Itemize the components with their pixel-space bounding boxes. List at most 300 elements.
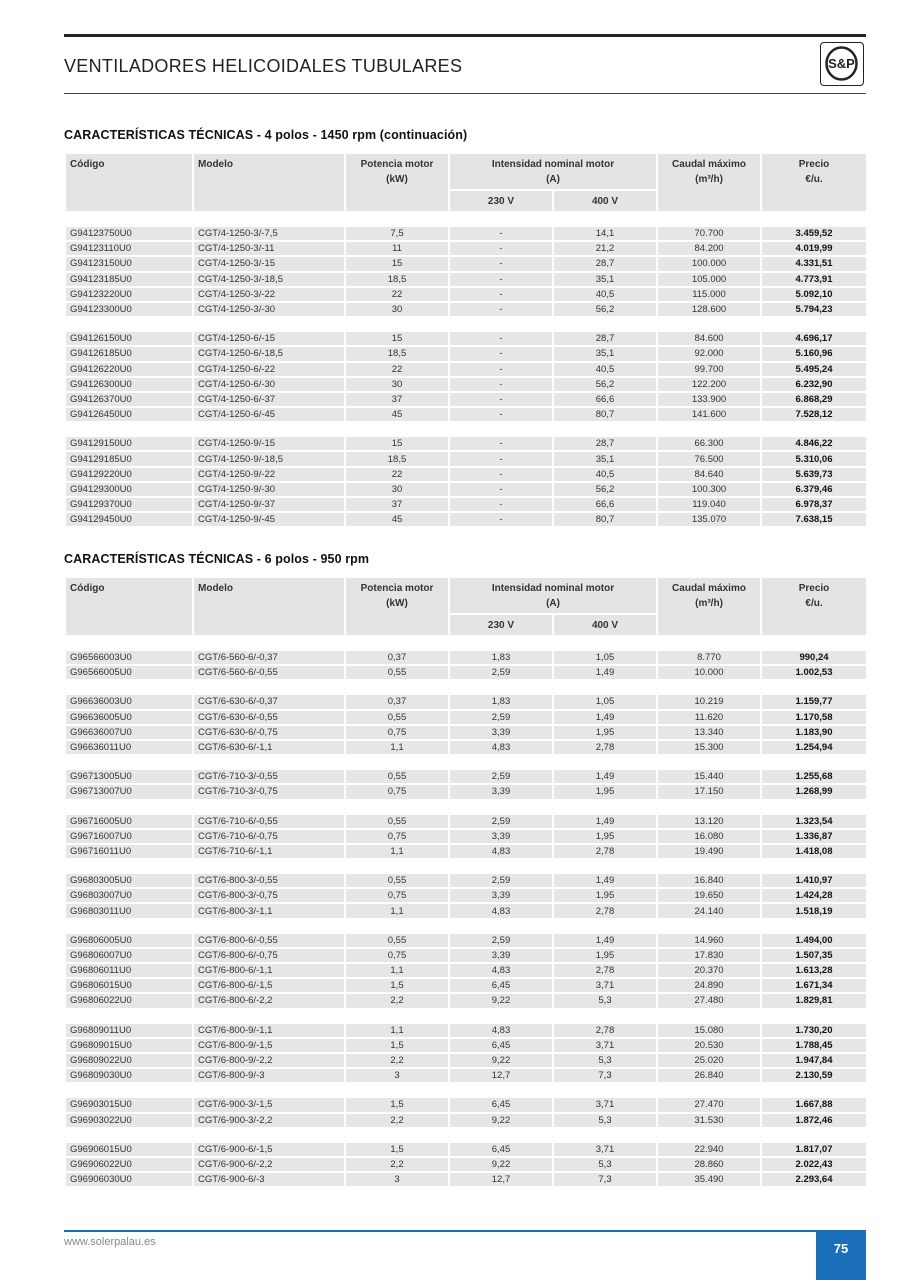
cell-potencia: 1,1 <box>345 903 449 918</box>
group-spacer <box>65 800 867 815</box>
cell-230v: - <box>449 512 553 527</box>
cell-potencia: 1,5 <box>345 1098 449 1112</box>
cell-caudal: 141.600 <box>657 407 761 422</box>
cell-codigo: G94129185U0 <box>65 451 193 466</box>
table-row <box>65 815 867 829</box>
col-header-precio-l2: €/u. <box>805 174 823 185</box>
cell-codigo: G96713005U0 <box>65 770 193 784</box>
cell-400v: 1,49 <box>553 710 657 725</box>
cell-caudal: 27.470 <box>657 1098 761 1112</box>
cell-precio: 3.459,52 <box>761 227 867 241</box>
cell-400v: 1,49 <box>553 815 657 829</box>
cell-caudal: 24.890 <box>657 978 761 993</box>
cell-potencia: 1,1 <box>345 1024 449 1038</box>
col-header-potencia-l2: (kW) <box>386 598 408 609</box>
cell-codigo: G96806007U0 <box>65 948 193 963</box>
col-header-potencia <box>345 153 449 212</box>
cell-230v: 2,59 <box>449 770 553 784</box>
cell-230v: 6,45 <box>449 1143 553 1157</box>
table-row <box>65 770 867 784</box>
cell-400v: 28,7 <box>553 256 657 271</box>
cell-modelo: CGT/6-710-6/-0,75 <box>193 829 345 844</box>
table-row <box>65 482 867 497</box>
cell-potencia: 0,55 <box>345 874 449 888</box>
cell-precio: 4.846,22 <box>761 437 867 451</box>
cell-codigo: G96566003U0 <box>65 651 193 665</box>
cell-codigo: G96809015U0 <box>65 1038 193 1053</box>
cell-caudal: 13.120 <box>657 815 761 829</box>
cell-precio: 2.130,59 <box>761 1068 867 1083</box>
cell-potencia: 0,75 <box>345 888 449 903</box>
table-row <box>65 888 867 903</box>
cell-modelo: CGT/6-800-6/-2,2 <box>193 993 345 1008</box>
spec-table-6-polos <box>64 576 868 1188</box>
cell-codigo: G96806011U0 <box>65 963 193 978</box>
cell-precio: 1.518,19 <box>761 903 867 918</box>
cell-potencia: 0,75 <box>345 725 449 740</box>
table-row <box>65 512 867 527</box>
cell-400v: 28,7 <box>553 437 657 451</box>
cell-precio: 1.494,00 <box>761 934 867 948</box>
cell-400v: 2,78 <box>553 903 657 918</box>
cell-400v: 5,3 <box>553 1113 657 1128</box>
cell-potencia: 3 <box>345 1068 449 1083</box>
cell-potencia: 0,55 <box>345 665 449 680</box>
cell-400v: 66,6 <box>553 497 657 512</box>
table-row <box>65 948 867 963</box>
cell-potencia: 30 <box>345 302 449 317</box>
cell-caudal: 11.620 <box>657 710 761 725</box>
cell-precio: 1.183,90 <box>761 725 867 740</box>
cell-400v: 3,71 <box>553 1038 657 1053</box>
cell-230v: - <box>449 497 553 512</box>
cell-caudal: 100.000 <box>657 256 761 271</box>
cell-caudal: 20.530 <box>657 1038 761 1053</box>
cell-230v: - <box>449 346 553 361</box>
cell-codigo: G96636011U0 <box>65 740 193 755</box>
table-row <box>65 1157 867 1172</box>
cell-400v: 2,78 <box>553 1024 657 1038</box>
page-number: 75 <box>816 1230 866 1280</box>
group-spacer <box>65 212 867 227</box>
cell-400v: 28,7 <box>553 332 657 346</box>
table-row <box>65 1024 867 1038</box>
cell-potencia: 1,5 <box>345 1038 449 1053</box>
cell-precio: 1.002,53 <box>761 665 867 680</box>
cell-caudal: 16.840 <box>657 874 761 888</box>
cell-potencia: 2,2 <box>345 1157 449 1172</box>
group-spacer-cell <box>65 317 867 332</box>
cell-400v: 21,2 <box>553 241 657 256</box>
cell-caudal: 84.600 <box>657 332 761 346</box>
cell-modelo: CGT/6-710-3/-0,55 <box>193 770 345 784</box>
table-row <box>65 497 867 512</box>
cell-400v: 7,3 <box>553 1068 657 1083</box>
cell-potencia: 45 <box>345 512 449 527</box>
cell-precio: 1.507,35 <box>761 948 867 963</box>
cell-caudal: 15.080 <box>657 1024 761 1038</box>
cell-codigo: G96903022U0 <box>65 1113 193 1128</box>
cell-caudal: 15.440 <box>657 770 761 784</box>
cell-potencia: 0,75 <box>345 948 449 963</box>
cell-modelo: CGT/4-1250-3/-22 <box>193 287 345 302</box>
table-row <box>65 362 867 377</box>
table-row <box>65 740 867 755</box>
cell-230v: - <box>449 227 553 241</box>
cell-potencia: 22 <box>345 362 449 377</box>
table-row <box>65 963 867 978</box>
group-spacer-cell <box>65 422 867 437</box>
group-spacer <box>65 680 867 695</box>
cell-400v: 56,2 <box>553 377 657 392</box>
cell-230v: 1,83 <box>449 651 553 665</box>
cell-potencia: 2,2 <box>345 1113 449 1128</box>
page-title: VENTILADORES HELICOIDALES TUBULARES <box>64 56 463 76</box>
cell-230v: 4,83 <box>449 1024 553 1038</box>
cell-potencia: 1,1 <box>345 740 449 755</box>
col-header-caudal-l1: Caudal máximo <box>672 159 746 170</box>
section-title-4-polos: CARACTERÍSTICAS TÉCNICAS - 4 polos - 1450 rpm (continuación) <box>64 128 468 142</box>
col-header-codigo: Código <box>65 577 193 636</box>
cell-codigo: G94126185U0 <box>65 346 193 361</box>
cell-precio: 1.872,46 <box>761 1113 867 1128</box>
cell-precio: 1.336,87 <box>761 829 867 844</box>
cell-caudal: 10.219 <box>657 695 761 709</box>
table-row <box>65 467 867 482</box>
col-header-intensidad-l1: Intensidad nominal motor <box>491 159 615 170</box>
cell-potencia: 0,55 <box>345 934 449 948</box>
cell-potencia: 2,2 <box>345 993 449 1008</box>
cell-230v: - <box>449 287 553 302</box>
table-row <box>65 227 867 241</box>
cell-precio: 6.868,29 <box>761 392 867 407</box>
cell-precio: 5.092,10 <box>761 287 867 302</box>
cell-precio: 1.730,20 <box>761 1024 867 1038</box>
cell-precio: 4.773,91 <box>761 272 867 287</box>
cell-400v: 5,3 <box>553 993 657 1008</box>
cell-potencia: 37 <box>345 497 449 512</box>
cell-potencia: 22 <box>345 467 449 482</box>
cell-codigo: G96906030U0 <box>65 1172 193 1187</box>
table-row <box>65 392 867 407</box>
cell-modelo: CGT/6-630-6/-1,1 <box>193 740 345 755</box>
logo-text: S&P <box>828 56 855 71</box>
cell-400v: 80,7 <box>553 512 657 527</box>
cell-230v: 9,22 <box>449 1157 553 1172</box>
cell-modelo: CGT/6-560-6/-0,37 <box>193 651 345 665</box>
group-spacer-cell <box>65 800 867 815</box>
cell-precio: 1.268,99 <box>761 784 867 799</box>
col-header-intensidad-l2: (A) <box>546 598 560 609</box>
table-row <box>65 451 867 466</box>
cell-modelo: CGT/4-1250-9/-45 <box>193 512 345 527</box>
table-row <box>65 651 867 665</box>
table-row <box>65 710 867 725</box>
group-spacer <box>65 755 867 770</box>
table-row <box>65 1143 867 1157</box>
cell-modelo: CGT/6-800-9/-2,2 <box>193 1053 345 1068</box>
cell-400v: 35,1 <box>553 451 657 466</box>
top-rule <box>64 34 866 37</box>
cell-codigo: G96566005U0 <box>65 665 193 680</box>
cell-precio: 4.696,17 <box>761 332 867 346</box>
cell-modelo: CGT/6-800-9/-3 <box>193 1068 345 1083</box>
cell-modelo: CGT/4-1250-3/-15 <box>193 256 345 271</box>
col-header-precio-l2: €/u. <box>805 598 823 609</box>
cell-precio: 5.160,96 <box>761 346 867 361</box>
cell-400v: 5,3 <box>553 1157 657 1172</box>
col-header-230v: 230 V <box>449 190 553 212</box>
cell-codigo: G94123185U0 <box>65 272 193 287</box>
col-header-precio-l1: Precio <box>798 583 830 594</box>
cell-modelo: CGT/6-900-3/-2,2 <box>193 1113 345 1128</box>
cell-potencia: 7,5 <box>345 227 449 241</box>
cell-400v: 3,71 <box>553 978 657 993</box>
table-row <box>65 844 867 859</box>
cell-potencia: 15 <box>345 332 449 346</box>
cell-modelo: CGT/6-900-6/-2,2 <box>193 1157 345 1172</box>
cell-230v: 9,22 <box>449 1053 553 1068</box>
cell-caudal: 8.770 <box>657 651 761 665</box>
cell-precio: 5.310,06 <box>761 451 867 466</box>
cell-codigo: G94126220U0 <box>65 362 193 377</box>
cell-230v: 2,59 <box>449 934 553 948</box>
cell-potencia: 18,5 <box>345 451 449 466</box>
cell-codigo: G94129450U0 <box>65 512 193 527</box>
col-header-potencia-l1: Potencia motor <box>360 583 434 594</box>
col-header-caudal-l1: Caudal máximo <box>672 583 746 594</box>
cell-230v: - <box>449 451 553 466</box>
cell-codigo: G94123110U0 <box>65 241 193 256</box>
footer-rule <box>64 1230 866 1232</box>
table-row <box>65 1113 867 1128</box>
cell-modelo: CGT/4-1250-9/-15 <box>193 437 345 451</box>
cell-modelo: CGT/4-1250-6/-18,5 <box>193 346 345 361</box>
cell-400v: 1,95 <box>553 829 657 844</box>
cell-230v: 9,22 <box>449 993 553 1008</box>
table-row <box>65 665 867 680</box>
cell-400v: 56,2 <box>553 302 657 317</box>
spec-table-body <box>65 636 867 1187</box>
cell-potencia: 2,2 <box>345 1053 449 1068</box>
cell-400v: 35,1 <box>553 272 657 287</box>
col-header-caudal <box>657 153 761 212</box>
table-row <box>65 829 867 844</box>
cell-potencia: 0,75 <box>345 784 449 799</box>
cell-codigo: G96906022U0 <box>65 1157 193 1172</box>
cell-caudal: 105.000 <box>657 272 761 287</box>
cell-modelo: CGT/6-800-6/-1,1 <box>193 963 345 978</box>
cell-precio: 1.323,54 <box>761 815 867 829</box>
cell-precio: 5.794,23 <box>761 302 867 317</box>
cell-caudal: 115.000 <box>657 287 761 302</box>
cell-caudal: 31.530 <box>657 1113 761 1128</box>
cell-modelo: CGT/4-1250-6/-22 <box>193 362 345 377</box>
cell-230v: - <box>449 377 553 392</box>
cell-caudal: 100.300 <box>657 482 761 497</box>
cell-modelo: CGT/4-1250-9/-37 <box>193 497 345 512</box>
table-row <box>65 241 867 256</box>
cell-modelo: CGT/6-800-6/-0,75 <box>193 948 345 963</box>
cell-230v: 4,83 <box>449 903 553 918</box>
cell-modelo: CGT/4-1250-6/-45 <box>193 407 345 422</box>
footer-url: www.solerpalau.es <box>64 1236 156 1248</box>
cell-230v: - <box>449 362 553 377</box>
cell-precio: 1.418,08 <box>761 844 867 859</box>
col-header-modelo: Modelo <box>193 153 345 212</box>
group-spacer-cell <box>65 1083 867 1098</box>
cell-400v: 3,71 <box>553 1143 657 1157</box>
table-row <box>65 302 867 317</box>
cell-codigo: G96806005U0 <box>65 934 193 948</box>
table-row <box>65 272 867 287</box>
cell-400v: 1,49 <box>553 665 657 680</box>
cell-modelo: CGT/6-900-6/-1,5 <box>193 1143 345 1157</box>
cell-230v: - <box>449 392 553 407</box>
cell-230v: 2,59 <box>449 874 553 888</box>
table-row <box>65 332 867 346</box>
cell-caudal: 19.490 <box>657 844 761 859</box>
cell-400v: 1,05 <box>553 695 657 709</box>
cell-codigo: G96809011U0 <box>65 1024 193 1038</box>
cell-caudal: 99.700 <box>657 362 761 377</box>
cell-modelo: CGT/4-1250-3/-11 <box>193 241 345 256</box>
cell-400v: 1,49 <box>553 874 657 888</box>
cell-400v: 40,5 <box>553 467 657 482</box>
cell-codigo: G96636003U0 <box>65 695 193 709</box>
cell-230v: 4,83 <box>449 963 553 978</box>
brand-logo <box>820 42 864 86</box>
cell-caudal: 24.140 <box>657 903 761 918</box>
cell-potencia: 1,1 <box>345 963 449 978</box>
cell-precio: 4.331,51 <box>761 256 867 271</box>
col-header-caudal <box>657 577 761 636</box>
table-row <box>65 695 867 709</box>
cell-codigo: G96806015U0 <box>65 978 193 993</box>
col-header-400v: 400 V <box>553 614 657 636</box>
cell-230v: - <box>449 482 553 497</box>
col-header-potencia-l1: Potencia motor <box>360 159 434 170</box>
cell-modelo: CGT/4-1250-9/-22 <box>193 467 345 482</box>
cell-codigo: G96803005U0 <box>65 874 193 888</box>
col-header-caudal-l2: (m³/h) <box>695 174 723 185</box>
cell-modelo: CGT/4-1250-6/-15 <box>193 332 345 346</box>
cell-caudal: 22.940 <box>657 1143 761 1157</box>
group-spacer-cell <box>65 212 867 227</box>
group-spacer-cell <box>65 755 867 770</box>
cell-precio: 1.829,81 <box>761 993 867 1008</box>
cell-codigo: G94129370U0 <box>65 497 193 512</box>
cell-400v: 35,1 <box>553 346 657 361</box>
cell-caudal: 10.000 <box>657 665 761 680</box>
cell-230v: - <box>449 437 553 451</box>
cell-potencia: 15 <box>345 256 449 271</box>
cell-codigo: G94126450U0 <box>65 407 193 422</box>
group-spacer <box>65 422 867 437</box>
cell-precio: 1.424,28 <box>761 888 867 903</box>
cell-potencia: 15 <box>345 437 449 451</box>
cell-potencia: 1,5 <box>345 1143 449 1157</box>
cell-precio: 2.022,43 <box>761 1157 867 1172</box>
cell-precio: 1.817,07 <box>761 1143 867 1157</box>
cell-caudal: 25.020 <box>657 1053 761 1068</box>
spec-table-body <box>65 212 867 527</box>
cell-potencia: 45 <box>345 407 449 422</box>
cell-potencia: 30 <box>345 482 449 497</box>
cell-codigo: G94126150U0 <box>65 332 193 346</box>
cell-precio: 1.410,97 <box>761 874 867 888</box>
cell-modelo: CGT/4-1250-6/-30 <box>193 377 345 392</box>
cell-precio: 1.254,94 <box>761 740 867 755</box>
cell-230v: 12,7 <box>449 1068 553 1083</box>
cell-modelo: CGT/4-1250-3/-18,5 <box>193 272 345 287</box>
cell-caudal: 122.200 <box>657 377 761 392</box>
cell-modelo: CGT/4-1250-9/-18,5 <box>193 451 345 466</box>
cell-codigo: G96806022U0 <box>65 993 193 1008</box>
cell-precio: 990,24 <box>761 651 867 665</box>
cell-modelo: CGT/4-1250-9/-30 <box>193 482 345 497</box>
cell-codigo: G96809030U0 <box>65 1068 193 1083</box>
cell-400v: 1,49 <box>553 934 657 948</box>
cell-precio: 6.379,46 <box>761 482 867 497</box>
cell-230v: - <box>449 256 553 271</box>
cell-potencia: 3 <box>345 1172 449 1187</box>
cell-potencia: 11 <box>345 241 449 256</box>
col-header-potencia <box>345 577 449 636</box>
cell-230v: - <box>449 241 553 256</box>
group-spacer <box>65 317 867 332</box>
cell-precio: 5.639,73 <box>761 467 867 482</box>
col-header-intensidad-l1: Intensidad nominal motor <box>491 583 615 594</box>
cell-codigo: G96716007U0 <box>65 829 193 844</box>
cell-precio: 7.528,12 <box>761 407 867 422</box>
cell-modelo: CGT/6-800-3/-1,1 <box>193 903 345 918</box>
cell-codigo: G94123750U0 <box>65 227 193 241</box>
group-spacer-cell <box>65 919 867 934</box>
cell-modelo: CGT/6-800-3/-0,75 <box>193 888 345 903</box>
cell-230v: 3,39 <box>449 888 553 903</box>
cell-precio: 1.947,84 <box>761 1053 867 1068</box>
table-row <box>65 1038 867 1053</box>
cell-codigo: G94123220U0 <box>65 287 193 302</box>
cell-codigo: G94126370U0 <box>65 392 193 407</box>
col-header-precio-l1: Precio <box>798 159 830 170</box>
cell-caudal: 26.840 <box>657 1068 761 1083</box>
cell-precio: 7.638,15 <box>761 512 867 527</box>
cell-400v: 80,7 <box>553 407 657 422</box>
cell-modelo: CGT/6-900-6/-3 <box>193 1172 345 1187</box>
group-spacer <box>65 1009 867 1024</box>
cell-modelo: CGT/6-800-9/-1,1 <box>193 1024 345 1038</box>
group-spacer <box>65 1083 867 1098</box>
cell-modelo: CGT/4-1250-3/-7,5 <box>193 227 345 241</box>
cell-400v: 1,95 <box>553 784 657 799</box>
cell-230v: - <box>449 467 553 482</box>
cell-modelo: CGT/6-710-6/-0,55 <box>193 815 345 829</box>
cell-modelo: CGT/4-1250-6/-37 <box>193 392 345 407</box>
cell-precio: 1.671,34 <box>761 978 867 993</box>
cell-codigo: G96716011U0 <box>65 844 193 859</box>
group-spacer-cell <box>65 859 867 874</box>
col-header-codigo: Código <box>65 153 193 212</box>
cell-400v: 1,95 <box>553 948 657 963</box>
cell-modelo: CGT/6-900-3/-1,5 <box>193 1098 345 1112</box>
cell-caudal: 135.070 <box>657 512 761 527</box>
cell-230v: 6,45 <box>449 1098 553 1112</box>
cell-400v: 1,49 <box>553 770 657 784</box>
cell-230v: 3,39 <box>449 784 553 799</box>
cell-potencia: 0,55 <box>345 815 449 829</box>
